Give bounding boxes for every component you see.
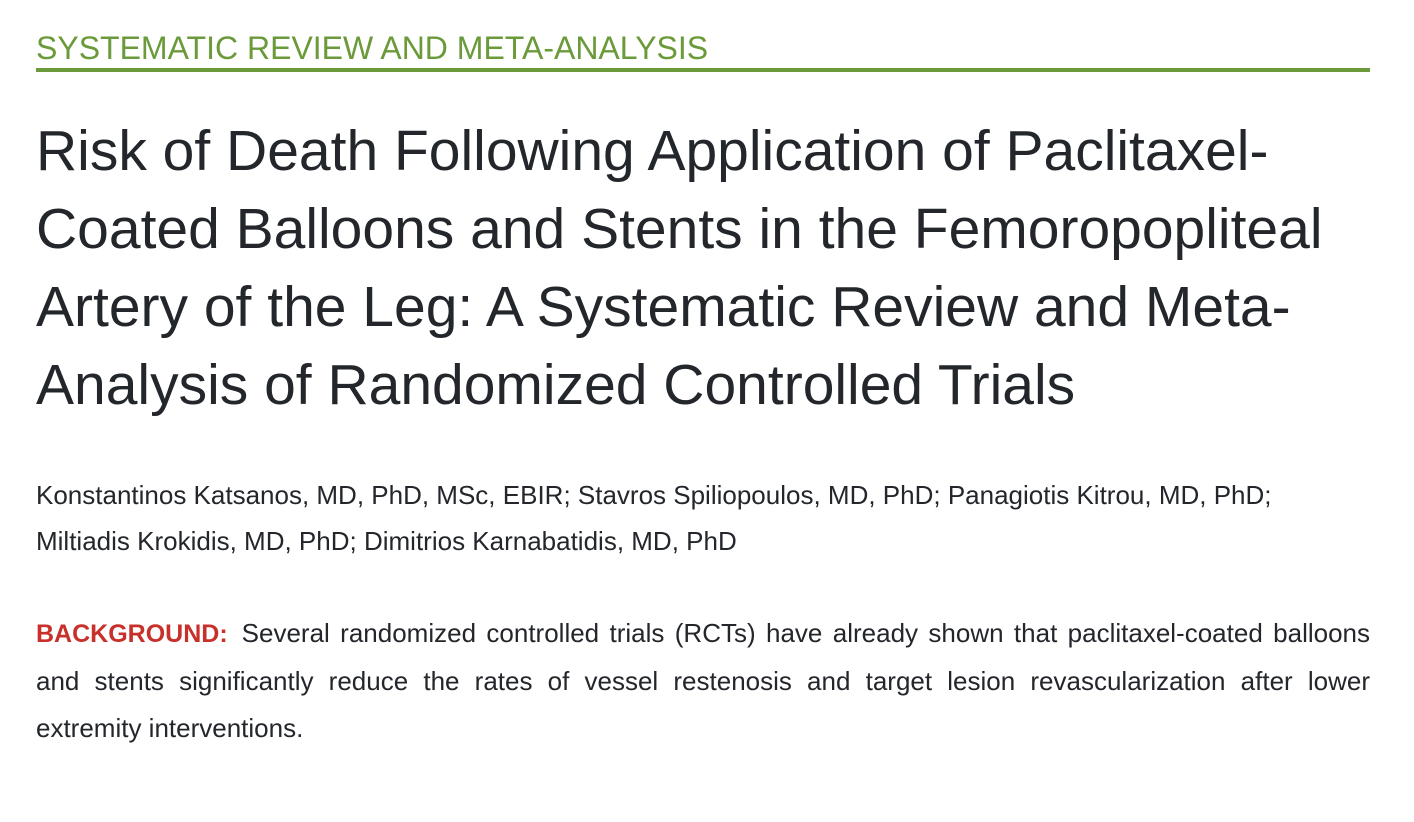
author-list: Konstantinos Katsanos, MD, PhD, MSc, EBIR; Stavros Spiliopoulos, MD, PhD; Panagiotis Kitrou, MD, PhD; Miltiadis Krokidis, MD, PhD; Dimitrios Karnabatidis, MD, PhD [36, 480, 1272, 556]
article-title: Risk of Death Following Application of Paclitaxel-Coated Balloons and Stents in the Femoropopliteal Artery of the Leg: A Systematic Review and Meta-Analysis of Randomized Controlled Trials [36, 119, 1323, 417]
abstract-background [36, 610, 1370, 752]
article-header [36, 0, 1370, 752]
abstract-text: Several randomized controlled trials (RCTs) have already shown that paclitaxel-coated balloons and stents significantly reduce the rates of vessel restenosis and target lesion revascularization after lower extremity interventions. [36, 618, 1370, 743]
article-section-label: SYSTEMATIC REVIEW AND META-ANALYSIS [36, 30, 1370, 72]
abstract-section-label: BACKGROUND: [36, 620, 228, 648]
